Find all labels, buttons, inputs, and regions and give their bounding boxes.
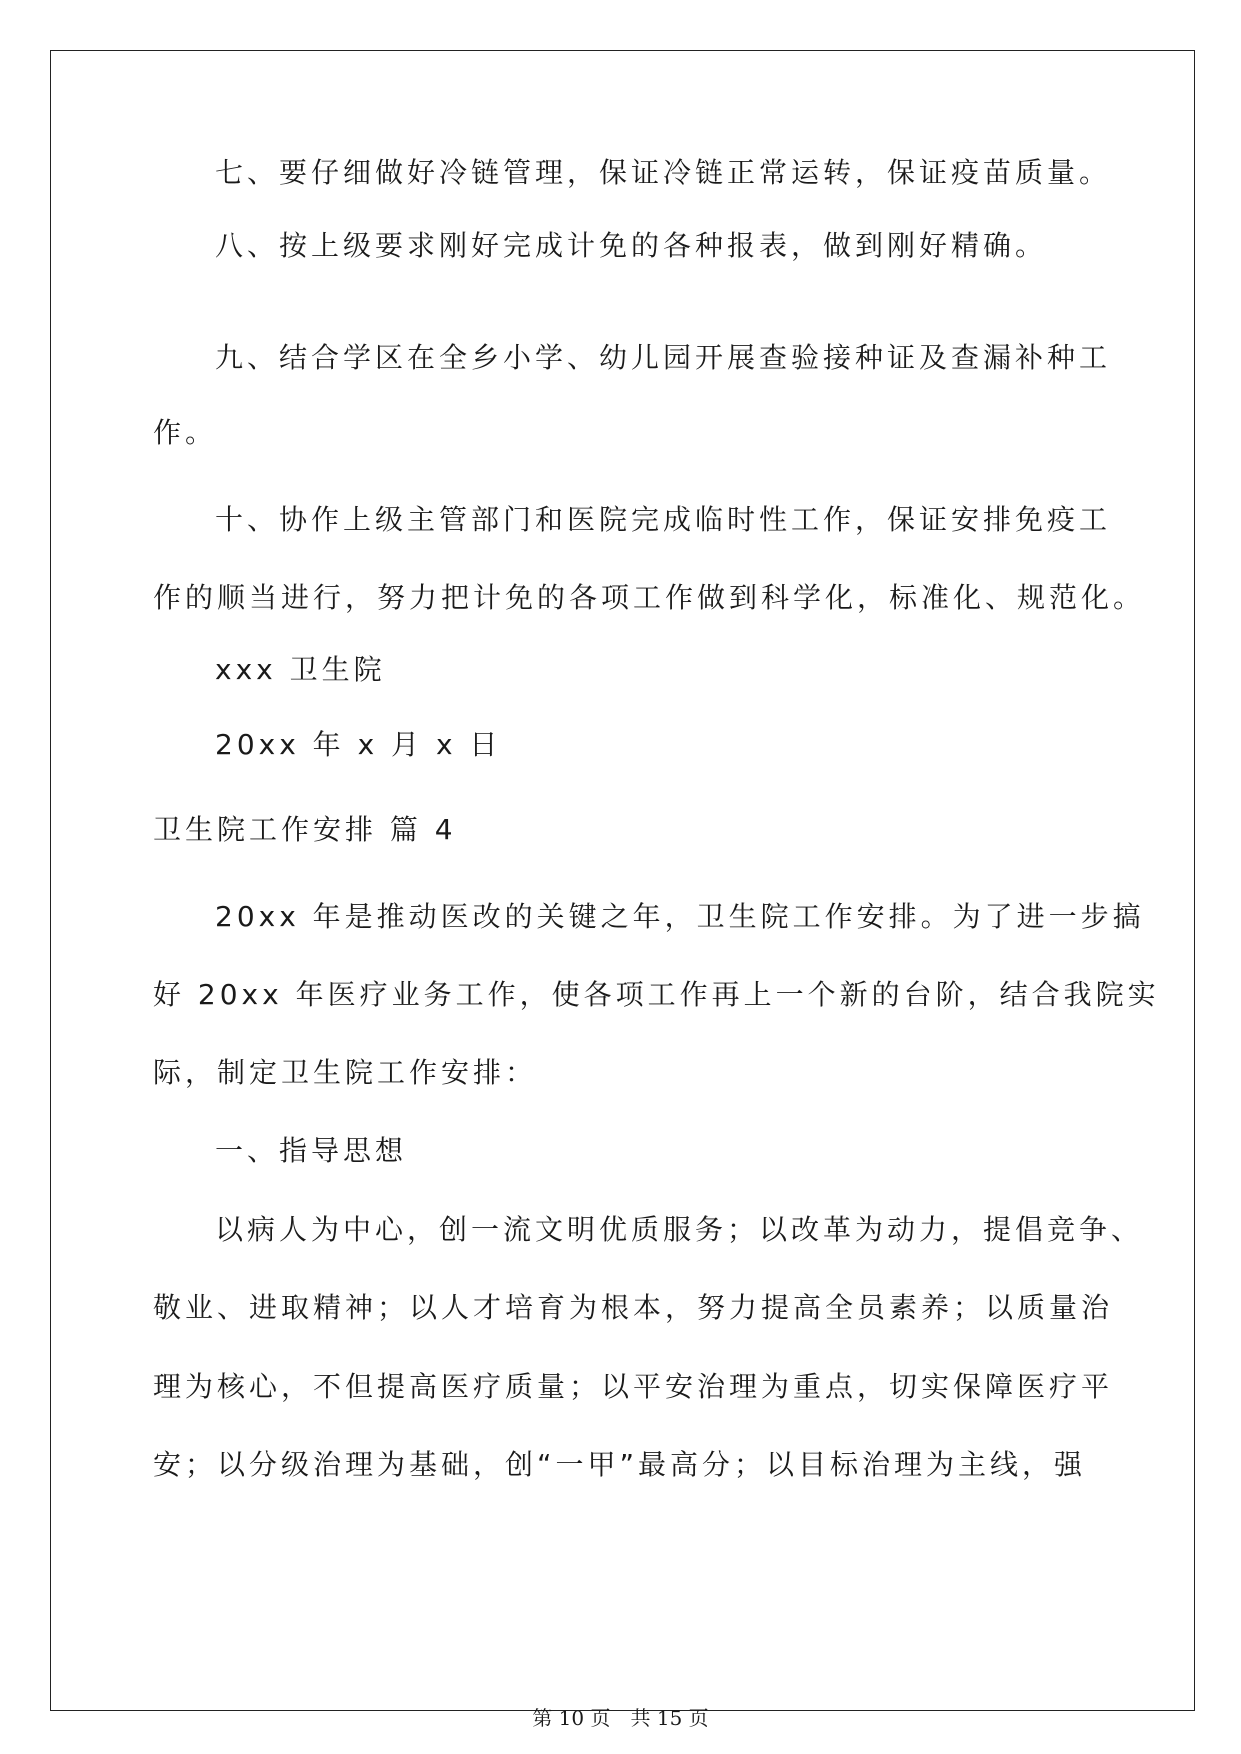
paragraph-line: 八、按上级要求刚好完成计免的各种报表，做到刚好精确。 <box>215 229 1048 262</box>
paragraph-line: 理为核心，不但提高医疗质量；以平安治理为重点，切实保障医疗平 <box>153 1370 1114 1403</box>
paragraph-line: 敬业、进取精神；以人才培育为根本，努力提高全员素养；以质量治 <box>153 1291 1114 1324</box>
signature-date: 20xx 年 x 月 x 日 <box>215 728 502 761</box>
signature-org: xxx 卫生院 <box>215 653 386 686</box>
paragraph-line: 七、要仔细做好冷链管理，保证冷链正常运转，保证疫苗质量。 <box>215 156 1112 189</box>
paragraph-line: 作的顺当进行，努力把计免的各项工作做到科学化，标准化、规范化。 <box>153 581 1146 614</box>
paragraph-line: 以病人为中心，创一流文明优质服务；以改革为动力，提倡竞争、 <box>215 1213 1144 1246</box>
paragraph-line: 十、协作上级主管部门和医院完成临时性工作，保证安排免疫工 <box>215 503 1112 536</box>
paragraph-line: 作。 <box>153 416 218 449</box>
paragraph-line: 际，制定卫生院工作安排： <box>153 1056 538 1089</box>
section-heading: 卫生院工作安排 篇 4 <box>153 813 457 846</box>
page-footer: 第 10 页 共 15 页 <box>532 1706 709 1730</box>
paragraph-line: 好 20xx 年医疗业务工作，使各项工作再上一个新的台阶，结合我院实 <box>153 978 1160 1011</box>
subsection-heading: 一、指导思想 <box>215 1134 408 1167</box>
paragraph-line: 20xx 年是推动医改的关键之年，卫生院工作安排。为了进一步搞 <box>215 900 1145 933</box>
paragraph-line: 安；以分级治理为基础，创“一甲”最高分；以目标治理为主线，强 <box>153 1448 1087 1481</box>
paragraph-line: 九、结合学区在全乡小学、幼儿园开展查验接种证及查漏补种工 <box>215 341 1112 374</box>
